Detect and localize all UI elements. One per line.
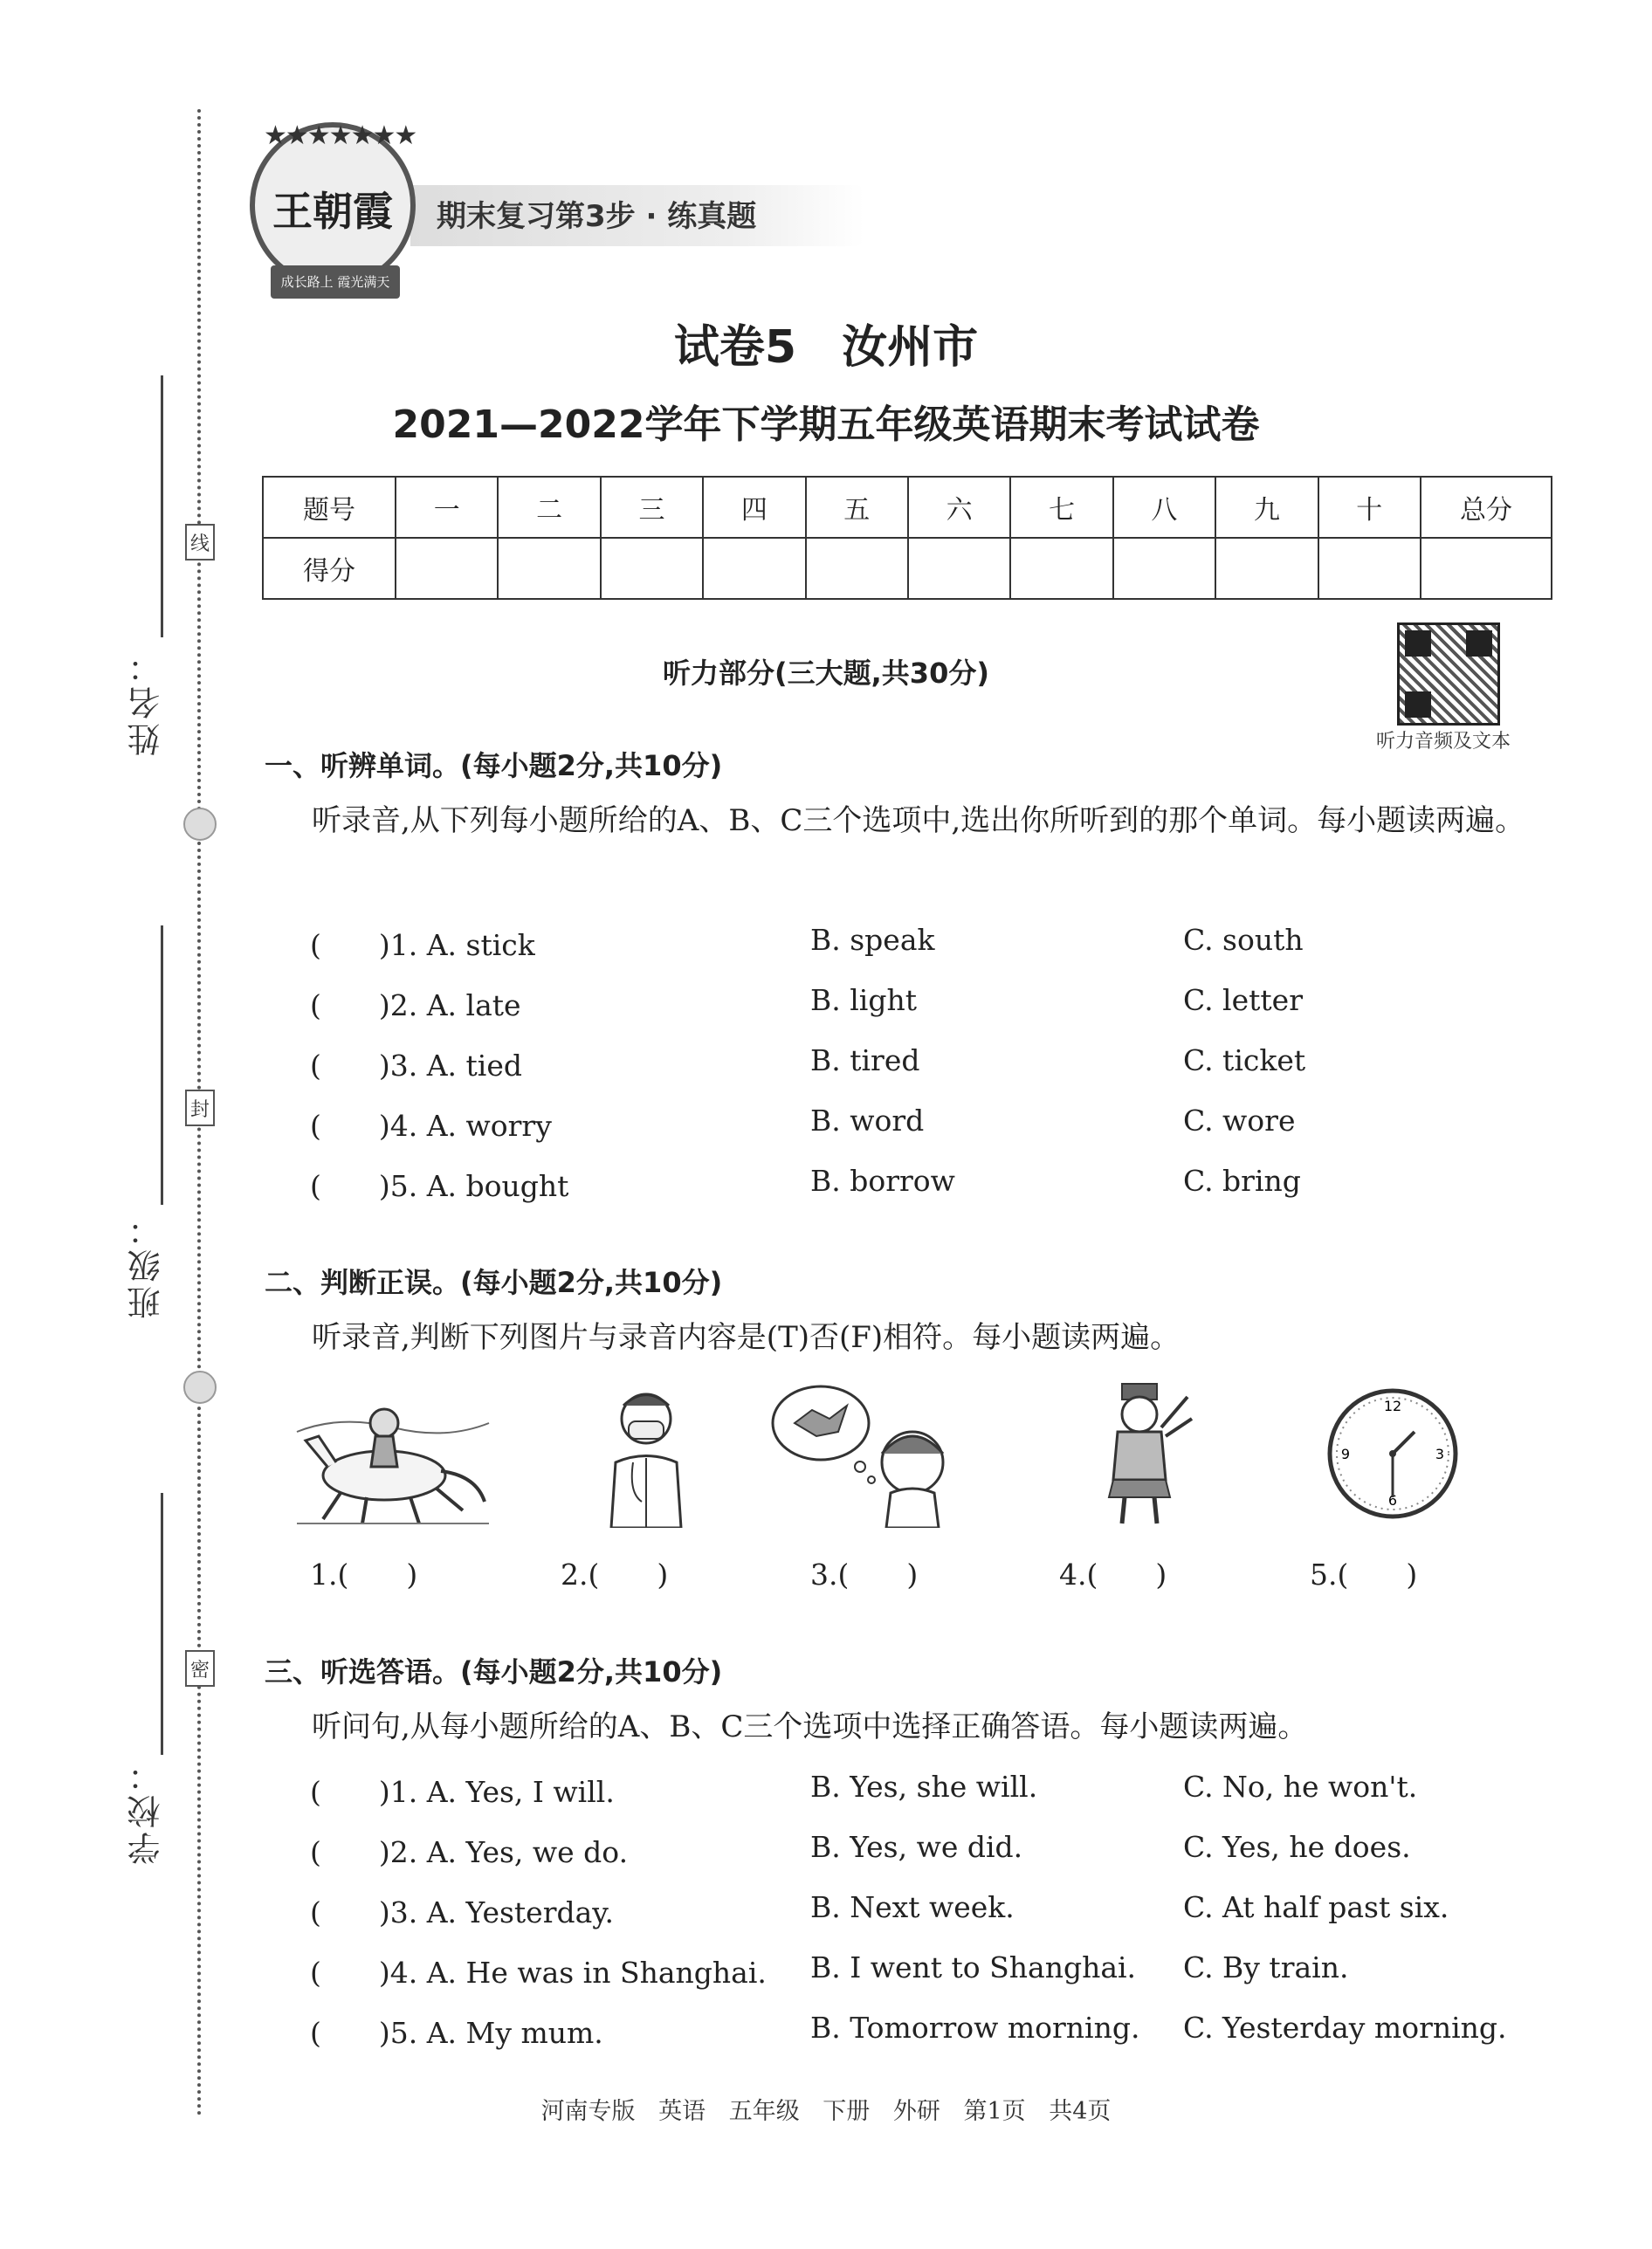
item-option-a: ( )5. A. My mum.: [310, 2016, 603, 2050]
doctor-picture: [594, 1379, 699, 1528]
page-footer: 河南专版 英语 五年级 下册 外研 第1页 共4页: [540, 2098, 1112, 2125]
score-cell[interactable]: [396, 538, 498, 599]
score-header-cell: 三: [601, 477, 703, 538]
score-table-score-row: [263, 538, 1552, 599]
item-option-a: ( )1. A. Yes, I will.: [310, 1775, 615, 1809]
item-option-b: B. Tomorrow morning.: [810, 2011, 1140, 2045]
listening-part-title: 听力部分(三大题,共30分): [663, 657, 989, 690]
score-cell[interactable]: [498, 538, 600, 599]
section1-item: [310, 983, 1567, 1023]
item-option-b: B. Yes, she will.: [810, 1770, 1038, 1804]
name-label: 姓名：: [127, 646, 166, 756]
item-option-a: ( )3. A. Yesterday.: [310, 1895, 615, 1929]
clock-number: 12: [1383, 1398, 1402, 1414]
score-cell[interactable]: [1010, 538, 1112, 599]
clock-number: 6: [1387, 1492, 1398, 1509]
picture-answer-4[interactable]: 4.( ): [1059, 1558, 1167, 1592]
seal-char-seal: 封: [185, 1090, 215, 1126]
logo-text: 王朝霞: [272, 188, 393, 235]
school-underline: [161, 1493, 163, 1755]
item-option-b: B. light: [810, 983, 917, 1017]
item-option-a: ( )4. A. worry: [310, 1109, 552, 1143]
score-header-cell: 题号: [263, 477, 396, 538]
score-header-cell: 九: [1215, 477, 1318, 538]
binder-hole-icon: [183, 1371, 217, 1404]
score-cell[interactable]: [1421, 538, 1552, 599]
item-option-c: C. wore: [1183, 1104, 1296, 1138]
section2-instruction: 听录音,判断下列图片与录音内容是(T)否(F)相符。每小题读两遍。: [312, 1320, 1180, 1355]
section1-item: [310, 1104, 1567, 1144]
class-underline: [161, 925, 163, 1205]
item-option-b: B. Next week.: [810, 1890, 1015, 1924]
item-option-b: B. borrow: [810, 1164, 955, 1198]
girl-dreaming-picture: [768, 1379, 960, 1528]
clock-number: 3: [1435, 1446, 1445, 1462]
score-table: [262, 476, 1552, 600]
section3-item: [310, 1830, 1567, 1870]
item-option-b: B. tired: [810, 1043, 920, 1077]
qr-caption: 听力音频及文本: [1376, 731, 1511, 753]
score-header-cell: 二: [498, 477, 600, 538]
item-option-b: B. Yes, we did.: [810, 1830, 1023, 1864]
score-header-cell: 一: [396, 477, 498, 538]
section2-heading: 二、判断正误。(每小题2分,共10分): [265, 1266, 723, 1299]
score-cell[interactable]: [1113, 538, 1215, 599]
clock-number: 9: [1340, 1446, 1351, 1462]
score-cell[interactable]: [908, 538, 1010, 599]
item-option-c: C. Yes, he does.: [1183, 1830, 1411, 1864]
item-option-c: C. By train.: [1183, 1950, 1349, 1984]
header-banner-text: 期末复习第3步 · 练真题: [437, 199, 757, 234]
score-row-label: 得分: [263, 538, 396, 599]
logo-slogan: 成长路上 霞光满天: [271, 265, 400, 299]
item-option-b: B. I went to Shanghai.: [810, 1950, 1137, 1984]
score-header-cell: 总分: [1421, 477, 1552, 538]
item-option-a: ( )3. A. tied: [310, 1049, 523, 1083]
seal-char-secret: 密: [185, 1650, 215, 1687]
seal-char-line: 线: [185, 524, 215, 561]
paper-title: 试卷5 汝州市: [673, 321, 979, 374]
score-header-cell: 七: [1010, 477, 1112, 538]
section1-item: [310, 1164, 1567, 1204]
score-table-header-row: [263, 477, 1552, 538]
item-option-c: C. south: [1183, 923, 1304, 957]
score-cell[interactable]: [806, 538, 908, 599]
clock-picture: [1323, 1379, 1463, 1528]
section3-item: [310, 1890, 1567, 1930]
section3-item: [310, 2011, 1567, 2051]
item-option-b: B. speak: [810, 923, 935, 957]
section1-item: [310, 1043, 1567, 1083]
picture-answer-2[interactable]: 2.( ): [561, 1558, 669, 1592]
picture-answer-5[interactable]: 5.( ): [1310, 1558, 1418, 1592]
binder-hole-icon: [183, 808, 217, 841]
section1-item: [310, 923, 1567, 963]
score-header-cell: 八: [1113, 477, 1215, 538]
score-header-cell: 十: [1318, 477, 1421, 538]
score-header-cell: 六: [908, 477, 1010, 538]
item-option-c: C. Yesterday morning.: [1183, 2011, 1507, 2045]
item-option-a: ( )5. A. bought: [310, 1169, 569, 1203]
horse-rider-picture: [288, 1379, 498, 1528]
qr-code-icon[interactable]: [1397, 622, 1500, 726]
item-option-c: C. bring: [1183, 1164, 1301, 1198]
score-cell[interactable]: [703, 538, 805, 599]
item-option-c: C. No, he won't.: [1183, 1770, 1418, 1804]
school-label: 学校：: [127, 1755, 166, 1865]
item-option-c: C. At half past six.: [1183, 1890, 1449, 1924]
item-option-a: ( )2. A. late: [310, 988, 521, 1022]
score-cell[interactable]: [601, 538, 703, 599]
item-option-c: C. letter: [1183, 983, 1303, 1017]
section1-instruction: 听录音,从下列每小题所给的A、B、C三个选项中,选出你所听到的那个单词。每小题读两遍。: [312, 803, 1525, 838]
item-option-c: C. ticket: [1183, 1043, 1306, 1077]
score-header-cell: 四: [703, 477, 805, 538]
score-cell[interactable]: [1318, 538, 1421, 599]
section3-instruction: 听问句,从每小题所给的A、B、C三个选项中选择正确答语。每小题读两遍。: [312, 1709, 1308, 1744]
score-header-cell: 五: [806, 477, 908, 538]
picture-answer-3[interactable]: 3.( ): [810, 1558, 919, 1592]
logo-stars-icon: ★★★★★★★: [264, 120, 416, 151]
section3-item: [310, 1950, 1567, 1991]
score-cell[interactable]: [1215, 538, 1318, 599]
boy-with-bagpipes-picture: [1083, 1379, 1196, 1528]
item-option-a: ( )2. A. Yes, we do.: [310, 1835, 629, 1869]
item-option-a: ( )1. A. stick: [310, 928, 535, 962]
paper-subtitle: 2021—2022学年下学期五年级英语期末考试试卷: [392, 402, 1260, 447]
item-option-a: ( )4. A. He was in Shanghai.: [310, 1956, 767, 1990]
class-label: 班级：: [127, 1209, 166, 1319]
section1-heading: 一、听辨单词。(每小题2分,共10分): [265, 749, 723, 782]
section3-heading: 三、听选答语。(每小题2分,共10分): [265, 1655, 723, 1688]
picture-answer-1[interactable]: 1.( ): [310, 1558, 418, 1592]
item-option-b: B. word: [810, 1104, 925, 1138]
section3-item: [310, 1770, 1567, 1810]
